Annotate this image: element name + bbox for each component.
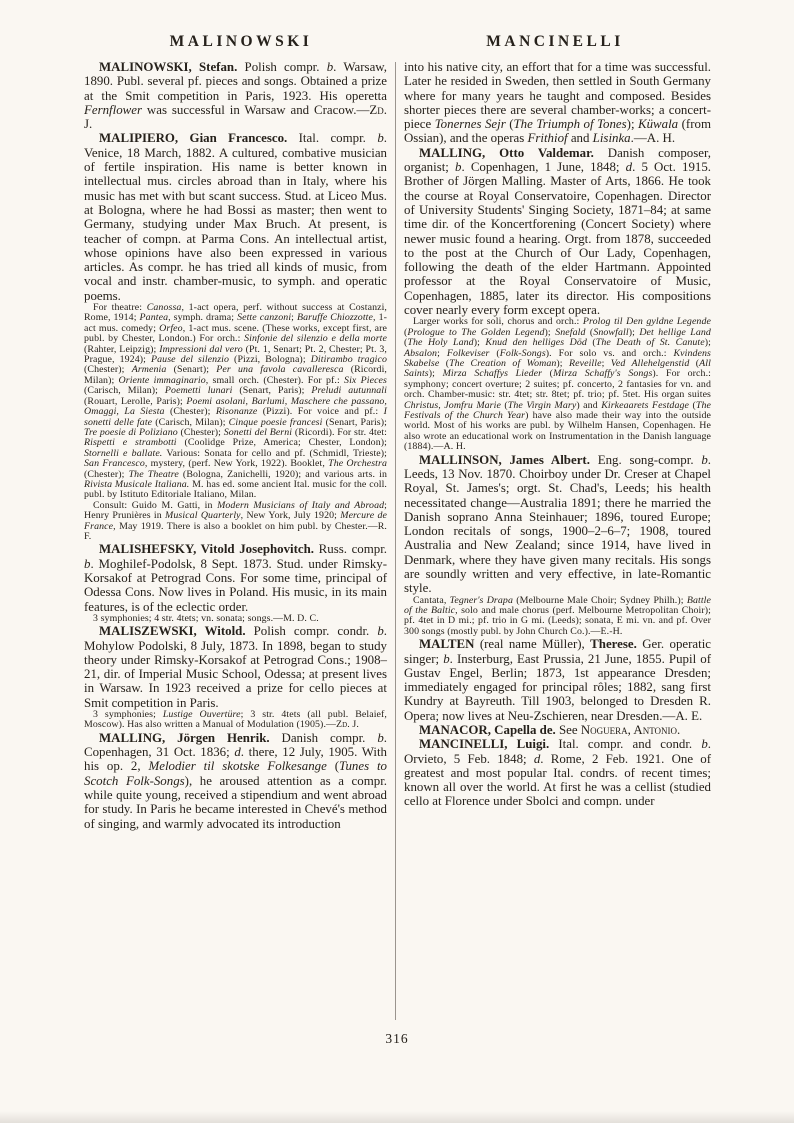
right-column: [404, 60, 711, 1026]
entry-maliszewski: MALISZEWSKI, Witold. Polish compr. condr. b. Mohylow Podolski, 8 July, 1873. In 1898, began to study theory under Rimsky-Korsakof at Petrograd Cons.; 1908–21, dir. of Imperial Music School, Odessa; at present lives in Warsaw. In 1923 received a prize for cello pieces at Smit competition in Paris.: [84, 624, 387, 710]
column-rule: [395, 62, 396, 1020]
entry-mancinelli: MANCINELLI, Luigi. Ital. compr. and condr. b. Orvieto, 5 Feb. 1848; d. Rome, 2 Feb. 1921. One of greatest and most popular Ital. condrs. of recent times; known all over the world. At first he was a cellist (studied cello at Florence under Sbolci and compn. under: [404, 737, 712, 809]
malling-otto-works: Larger works for soli, chorus and orch.: Prolog til Den gyldne Legende (Prologue to The Golden Legend); Snefald (Snowfall); Det hellige Land (The Holy Land); Knud den helliges Död (The Death of St. Canute); Absalon; Folkeviser (Folk-Songs). For solo vs. and orch.: Kvindens Skabelse (The Creation of Woman); Reveille; Ved Allehelgenstid (All Saints); Mirza Schaffys Lieder (Mirza Schaffy's Songs). For orch.: symphony; concert overture; 2 suites; pf. concerto, 2 fantasies for vn. and orch. Chamber-music: str. 4tet; str. 8tet; pf. trio; pf. 5tet. His organ suites Christus, Jomfru Marie (The Virgin Mary) and Kirkeaarets Festdage (The Festivals of the Church Year) have also made their way into the outside world. Most of his works are publ. by Wilhelm Hansen, Copenhagen. He also wrote an educational work on Instrumentation in the Danish language (1884).—A. H.: [404, 316, 711, 453]
entry-malling-otto: MALLING, Otto Valdemar. Danish composer, organist; b. Copenhagen, 1 June, 1848; d. 5 Oct. 1915. Brother of Jörgen Malling. Master of Arts, 1866. He took the course at Royal Conservatoire, Copenhagen. Director of University Students' Singing Society, 1871–84; at same time dir. of the Koncertforening (Concert Society) where newer music found a hearing. Orgt. from 1878, succeeded to the post at the Church of Our Lady, Copenhagen, following the death of the elder Hartmann. Appointed professor at the Royal Conservatoire of Music, Copenhagen, 1885, later its director. His compositions cover nearly every form except opera.: [404, 145, 711, 318]
entry-malten: MALTEN (real name Müller), Therese. Ger. operatic singer; b. Insterburg, East Prussia, 21 June, 1855. Pupil of Gustav Engel, Berlin; 1873, 1st appearance Dresden; immediately engaged for principal rôles; 1882, sang first Kundry at Bayreuth. Till 1903, belonged to Dresden R. Opera; now lives at Neu-Zschieren, near Dresden.—A. E.: [404, 637, 712, 723]
malishefsky-works: 3 symphonies; 4 str. 4tets; vn. sonata; songs.—M. D. C.: [93, 612, 319, 624]
running-head-right: MANCINELLI: [486, 33, 624, 50]
mallinson-works: Cantata, Tegner's Drapa (Melbourne Male Choir; Sydney Philh.); Battle of the Baltic, solo and male chorus (perf. Melbourne Metropolitan Choir); pf. 4tet in D mi.; pf. trio in G mi. (Leeds); sonata, E mi. vn. and pf. Over 300 songs (mostly publ. by John Church Co.).—E.-H.: [404, 594, 711, 637]
malling-jorgen-continuation: into his native city, an effort that for a time was successful. Later he resided in Sweden, then settled in South Germany where for many years he taught and composed. Besides shorter pieces there are several chamber-works; a concert-piece Tonernes Sejr (The Triumph of Tones); Küwala (from Ossian), and the operas Frithiof and Lisinka.—A. H.: [404, 60, 711, 146]
entry-malishefsky: MALISHEFSKY, Vitold Josephovitch. Russ. compr. b. Moghilef-Podolsk, 8 Sept. 1873. Stud. under Rimsky-Korsakof at Petrograd Cons. For some time, principal of Odessa Cons. Now lives in Poland. His music, in its main features, is of the eclectic order.: [84, 542, 388, 614]
entry-manacor: MANACOR, Capella de. See Noguera, Antonio.: [419, 723, 681, 737]
entry-mallinson: MALLINSON, James Albert. Eng. song-compr. b. Leeds, 13 Nov. 1870. Choirboy under Dr. Creser at Chapel Royal, St. James's; orgt. St. Chad's, Leeds; his health necessitated change—Australia 1891; there he married the Danish soprano Anna Steinhauer; 1896, toured Europe; London recitals of songs, 1900–2–6–7; 1908, toured Australia and New Zealand; since 1914, have lived in Denmark, where they have given many recitals. His songs are soundly written and very effective, in late-Romantic style.: [404, 452, 711, 596]
text-block: [84, 60, 712, 1026]
malipiero-consult: Consult: Guido M. Gatti, in Modern Musicians of Italy and Abroad; Henry Prunières in Musical Quarterly, New York, July 1920; Mercure de France, May 1919. There is also a booklet on him publ. by Chester.—R. F.: [84, 499, 387, 542]
left-column: [84, 60, 387, 1026]
running-head-left: MALINOWSKI: [169, 33, 313, 50]
entry-malling-jorgen: MALLING, Jörgen Henrik. Danish compr. b. Copenhagen, 31 Oct. 1836; d. there, 12 July, 1905. With his op. 2, Melodier til skotske Folkesange (Tunes to Scotch Folk-Songs), he aroused attention as a compr. while quite young, received a stipendium and went abroad for study. In Paris he became interested in Chevé's method of singing, and warmly advocated its introduction: [84, 730, 388, 831]
running-heads: [84, 33, 712, 51]
entry-malinowski: MALINOWSKI, Stefan. Polish compr. b. Warsaw, 1890. Publ. several pf. pieces and songs. Obtained a prize at the Smit competition in Paris, 1923. His operetta Fernflower was successful in Warsaw and Cracow.—Zd. J.: [84, 60, 387, 132]
malipiero-works: For theatre: Canossa, 1-act opera, perf. without success at Costanzi, Rome, 1914; Pantea, symph. drama; Sette canzoni; Baruffe Chiozzotte, 1-act mus. comedy; Orfeo, 1-act mus. scene. (These works, except first, are publ. by Chester, London.) For orch.: Sinfonie del silenzio e della morte (Rahter, Leipzig); Impressioni dal vero (Pt. 1, Senart; Pt. 2, Chester; Pt. 3, Prague, 1924); Pause del silenzio (Pizzi, Bologna); Ditirambo tragico (Chester); Armenia (Senart); Per una favola cavalleresca (Ricordi, Milan); Oriente immaginario, small orch. (Chester). For pf.: Six Pieces (Carisch, Milan); Poemetti lunari (Senart, Paris); Preludi autunnali (Rouart, Lerolle, Paris); Poemi asolani, Barlumi, Maschere che passano, Omaggi, La Siesta (Chester); Risonanze (Pizzi). For voice and pf.: I sonetti delle fate (Carisch, Milan); Cinque poesie francesi (Senart, Paris); Tre poesie di Poliziano (Chester); Sonetti del Berni (Ricordi). For str. 4tet: Rispetti e strambotti (Coolidge Prize, America; Chester, London); Stornelli e ballate. Various: Sonata for cello and pf. (Schmidl, Trieste); San Francesco, mystery, (perf. New York, 1922). Booklet, The Orchestra (Chester); The Theatre (Bologna, Zanichelli, 1920); and various arts. in Rivista Musicale Italiana. M. has ed. some ancient Ital. music for the coll. publ. by Istituto Editoriale Italiano, Milan.: [84, 302, 388, 501]
page-number: 316: [385, 1031, 409, 1046]
scan-shadow: [0, 1111, 794, 1123]
maliszewski-works: 3 symphonies; Lustige Ouvertüre; 3 str. 4tets (all publ. Belaief, Moscow). Has also written a Manual of Modulation (1905).—Zd. J.: [84, 709, 387, 731]
entry-malipiero: MALIPIERO, Gian Francesco. Ital. compr. b. Venice, 18 March, 1882. A cultured, combative musician of fertile inspiration. His name is better known in intellectual mus. circles abroad than in Italy, where his music has met with but scant success. Stud. at Liceo Mus. at Bologna, where he had Bossi as master; then went to Germany, studying under Max Bruch. At present, is teacher of compn. at Parma Cons. An intellectual artist, whose opinions have also been expressed in various articles. As compr. he has tried all kinds of music, from vocal and instr. chamber-music, to symph. and operatic poems.: [84, 131, 387, 303]
